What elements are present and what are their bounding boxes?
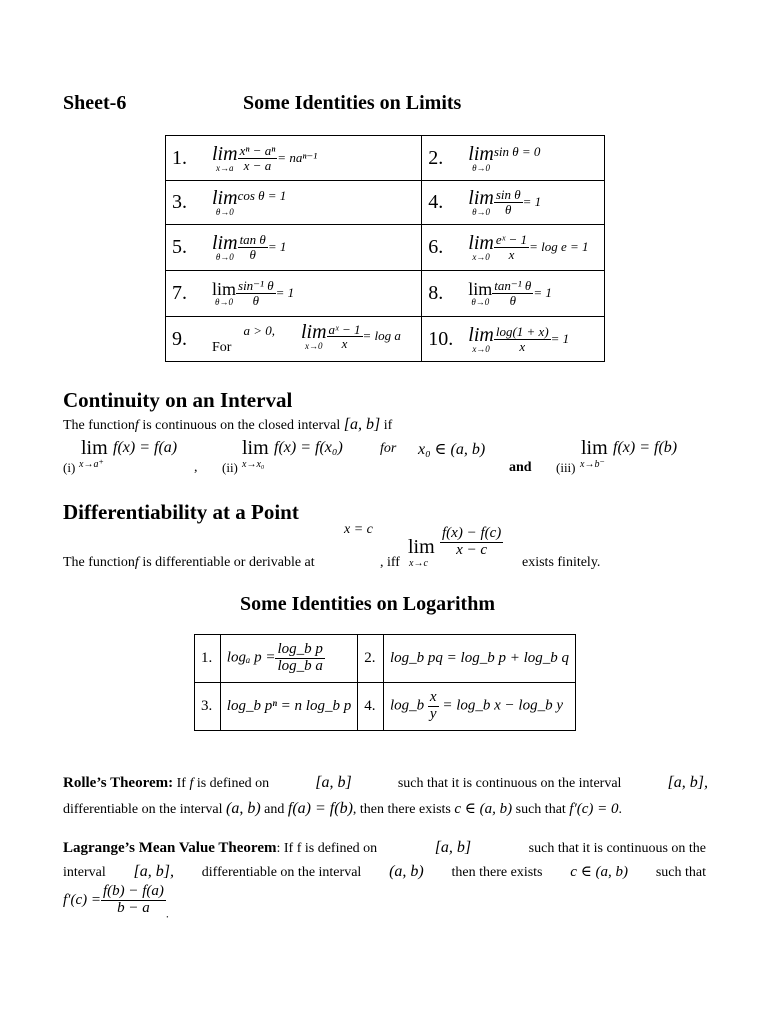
item-number: 10. (422, 317, 463, 362)
table-row (166, 225, 605, 271)
item-number: 6. (422, 225, 463, 271)
item-number: 9. (166, 317, 207, 362)
lim-operator: lim x→a (212, 142, 238, 173)
item-number: 2. (422, 136, 463, 181)
limit-identity-4: lim θ→0 $\frac{\text{sin θ}}{\theta}$ = 1 (462, 181, 604, 225)
item-number: 4. (358, 683, 384, 731)
table-row (166, 136, 605, 181)
limit-identity-2: lim θ→0 sin θ = 0 (462, 136, 604, 181)
item-number: 7. (166, 271, 207, 317)
log-identity-2: log_b pq = log_b p + log_b q (384, 635, 576, 683)
limit-identity-6: lim x→0 $\frac{\text{eˣ − 1}}{x}$ = log e = 1 (462, 225, 604, 271)
fraction: $\frac{\text{xⁿ − aⁿ}}{x - a}$ (239, 142, 276, 173)
item-number: 3. (166, 181, 207, 225)
point-x-equals-c: x = c (344, 522, 373, 537)
table-row (195, 683, 576, 731)
iff-label: , iff (380, 555, 400, 570)
item-number: 8. (422, 271, 463, 317)
limit-identity-1: lim x→a $\frac{\text{xⁿ − aⁿ}}{x - a}$ = naⁿ⁻¹ (206, 136, 422, 181)
limit-identity-7: lim θ→0 $\frac{\text{sin⁻¹ θ}}{\theta}$ = 1 (206, 271, 422, 317)
logarithm-table (194, 634, 576, 731)
table-row (166, 317, 605, 362)
log-identity-1: logₐ p = $\frac{\text{log\_b p}}{\text{log\_b a}}$ (220, 635, 357, 683)
condition-3: lim f(x) = f(b) (iii) x→b⁻ (556, 437, 678, 475)
table-row (195, 635, 576, 683)
sheet-label: Sheet-6 (63, 92, 127, 114)
item-number: 2. (358, 635, 384, 683)
log-identity-4: log_b $\frac{x}{y}$ = log_b x − log_b y (384, 683, 576, 731)
limit-identity-8: lim θ→0 $\frac{\text{tan⁻¹ θ}}{\theta}$ = 1 (462, 271, 604, 317)
log-identity-3: log_b pⁿ = n log_b p (220, 683, 357, 731)
differentiability-heading: Differentiability at a Point (63, 500, 299, 524)
limits-table (165, 135, 605, 362)
differentiability-statement: The functionf is differentiable or derivable at (63, 555, 315, 570)
lagrange-theorem-line-2: interval [a, b], differentiable on the interval (a, b) then there exists c ∈ (a, b) such that (63, 863, 706, 880)
rolle-theorem-line-1: Rolle’s Theorem: If f is defined on [a, b] such that it is continuous on the interval [a, b], (63, 774, 708, 791)
derivative-limit: lim x→c $\frac{f(x) - f(c)}{x - c}$ (408, 525, 502, 569)
continuity-heading: Continuity on an Interval (63, 388, 293, 412)
condition-2: lim f(x) = f(x₀) for x₀ ∈ (a, b) (ii) x→x₀ (222, 437, 486, 475)
comma-separator: , (194, 460, 198, 475)
lagrange-theorem-line-1: Lagrange’s Mean Value Theorem: If f is defined on [a, b] such that it is continuous on the (63, 839, 706, 856)
item-number: 1. (166, 136, 207, 181)
item-number: 5. (166, 225, 207, 271)
and-label: and (509, 460, 532, 475)
page-title: Some Identities on Limits (243, 92, 462, 114)
continuity-statement: The functionf is continuous on the closed interval [a, b] if (63, 416, 393, 433)
limit-identity-3: lim θ→0 cos θ = 1 (206, 181, 422, 225)
limit-identity-10: lim x→0 $\frac{\log(1 + x)}{x}$ = 1 (462, 317, 604, 362)
item-number: 1. (195, 635, 221, 683)
limit-identity-5: lim θ→0 $\frac{\text{tan θ}}{\theta}$ = 1 (206, 225, 422, 271)
table-row (166, 181, 605, 225)
limit-identity-9: For a > 0, lim x→0 $\frac{\text{aˣ − 1}}{x}$ = log a (206, 317, 422, 362)
item-number: 4. (422, 181, 463, 225)
item-number: 3. (195, 683, 221, 731)
logarithm-heading: Some Identities on Logarithm (240, 593, 495, 615)
table-row (166, 271, 605, 317)
exists-finitely: exists finitely. (522, 555, 601, 570)
condition-1: lim f(x) = f(a) (i) x→a⁺ (63, 437, 178, 475)
rolle-theorem-line-2: differentiable on the interval (a, b) and f(a) = f(b), then there exists c ∈ (a, b) such that f′(c) = 0. (63, 800, 623, 817)
mean-value-formula: f′(c) = $\frac{f(b) - f(a)}{b - a}$ $_.$ (63, 883, 169, 921)
